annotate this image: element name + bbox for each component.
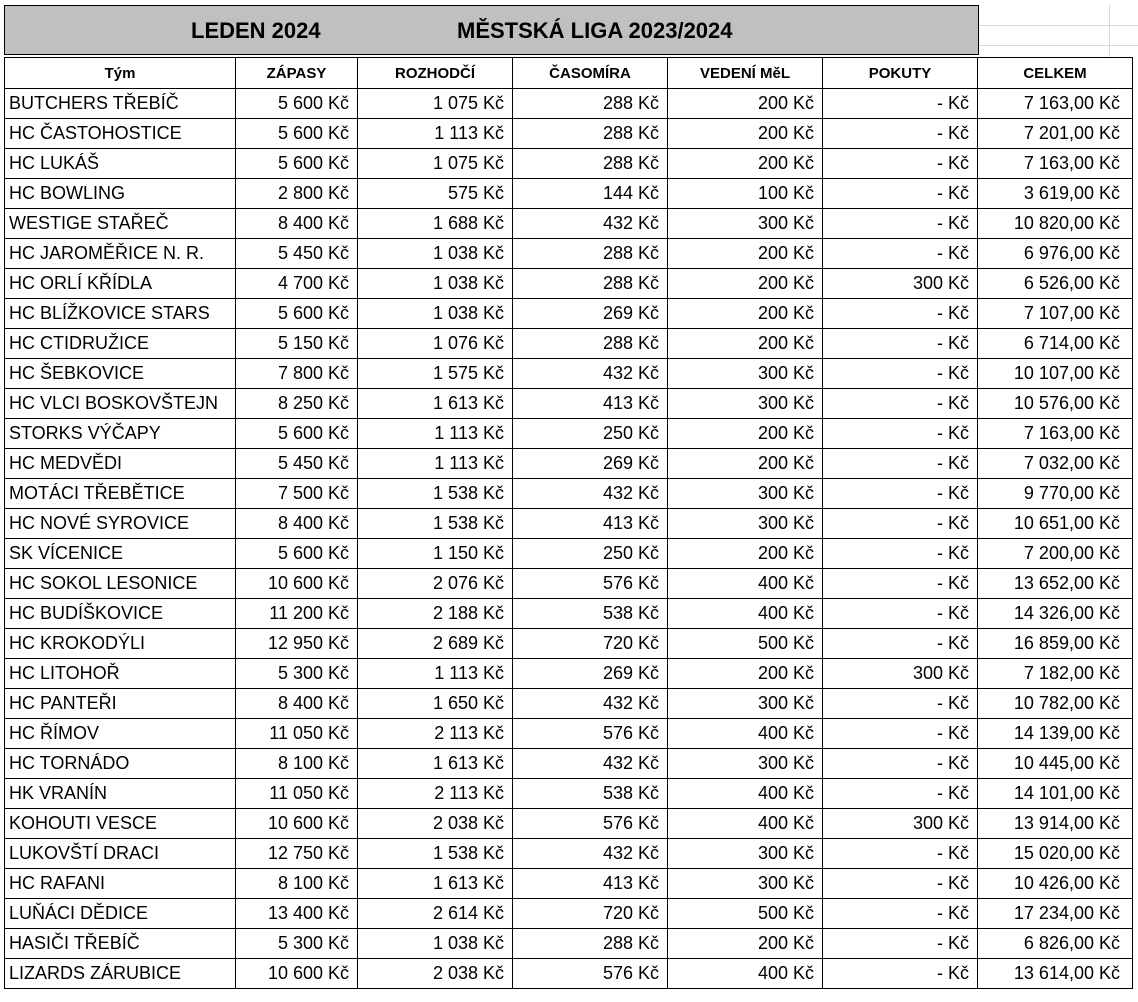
team-cell[interactable]: HC ORLÍ KŘÍDLA bbox=[5, 269, 236, 299]
fines-cell[interactable]: - Kč bbox=[823, 149, 978, 179]
timekeeper-cell[interactable]: 269 Kč bbox=[513, 659, 668, 689]
timekeeper-cell[interactable]: 576 Kč bbox=[513, 959, 668, 989]
fines-cell[interactable]: - Kč bbox=[823, 239, 978, 269]
column-header-fines[interactable]: POKUTY bbox=[823, 58, 978, 89]
management-cell[interactable]: 500 Kč bbox=[668, 629, 823, 659]
team-cell[interactable]: HC BUDÍŠKOVICE bbox=[5, 599, 236, 629]
matches-cell[interactable]: 5 600 Kč bbox=[236, 299, 358, 329]
total-cell[interactable]: 13 652,00 Kč bbox=[978, 569, 1133, 599]
matches-cell[interactable]: 10 600 Kč bbox=[236, 959, 358, 989]
table-row bbox=[5, 389, 1133, 419]
management-cell[interactable]: 200 Kč bbox=[668, 239, 823, 269]
referee-cell[interactable]: 1 038 Kč bbox=[358, 239, 513, 269]
column-header-total[interactable]: CELKEM bbox=[978, 58, 1133, 89]
referee-cell[interactable]: 2 076 Kč bbox=[358, 569, 513, 599]
total-cell[interactable]: 10 445,00 Kč bbox=[978, 749, 1133, 779]
team-cell[interactable]: HC KROKODÝLI bbox=[5, 629, 236, 659]
timekeeper-cell[interactable]: 269 Kč bbox=[513, 449, 668, 479]
table-row bbox=[5, 89, 1133, 119]
timekeeper-cell[interactable]: 432 Kč bbox=[513, 359, 668, 389]
timekeeper-cell[interactable]: 720 Kč bbox=[513, 899, 668, 929]
timekeeper-cell[interactable]: 269 Kč bbox=[513, 299, 668, 329]
league-title: MĚSTSKÁ LIGA 2023/2024 bbox=[457, 18, 733, 43]
fines-cell[interactable]: 300 Kč bbox=[823, 269, 978, 299]
total-cell[interactable]: 14 326,00 Kč bbox=[978, 599, 1133, 629]
table-row bbox=[5, 209, 1133, 239]
timekeeper-cell[interactable]: 432 Kč bbox=[513, 839, 668, 869]
matches-cell[interactable]: 5 450 Kč bbox=[236, 449, 358, 479]
table-row bbox=[5, 539, 1133, 569]
total-cell[interactable]: 7 182,00 Kč bbox=[978, 659, 1133, 689]
fines-cell[interactable]: - Kč bbox=[823, 749, 978, 779]
matches-cell[interactable]: 11 050 Kč bbox=[236, 719, 358, 749]
timekeeper-cell[interactable]: 432 Kč bbox=[513, 209, 668, 239]
fines-cell[interactable]: - Kč bbox=[823, 119, 978, 149]
referee-cell[interactable]: 1 038 Kč bbox=[358, 299, 513, 329]
fines-cell[interactable]: 300 Kč bbox=[823, 659, 978, 689]
team-cell[interactable]: HC PANTEŘI bbox=[5, 689, 236, 719]
management-cell[interactable]: 300 Kč bbox=[668, 209, 823, 239]
matches-cell[interactable]: 5 600 Kč bbox=[236, 89, 358, 119]
timekeeper-cell[interactable]: 413 Kč bbox=[513, 509, 668, 539]
timekeeper-cell[interactable]: 413 Kč bbox=[513, 869, 668, 899]
referee-cell[interactable]: 1 650 Kč bbox=[358, 689, 513, 719]
timekeeper-cell[interactable]: 538 Kč bbox=[513, 599, 668, 629]
month-title: LEDEN 2024 bbox=[191, 18, 321, 43]
fines-cell[interactable]: - Kč bbox=[823, 839, 978, 869]
referee-cell[interactable]: 1 613 Kč bbox=[358, 389, 513, 419]
fines-cell[interactable]: - Kč bbox=[823, 569, 978, 599]
referee-cell[interactable]: 1 076 Kč bbox=[358, 329, 513, 359]
referee-cell[interactable]: 2 614 Kč bbox=[358, 899, 513, 929]
management-cell[interactable]: 300 Kč bbox=[668, 479, 823, 509]
spreadsheet-gridlines bbox=[979, 5, 1138, 57]
table-row bbox=[5, 449, 1133, 479]
team-cell[interactable]: BUTCHERS TŘEBÍČ bbox=[5, 89, 236, 119]
referee-cell[interactable]: 2 113 Kč bbox=[358, 719, 513, 749]
fines-cell[interactable]: - Kč bbox=[823, 599, 978, 629]
fines-cell[interactable]: - Kč bbox=[823, 719, 978, 749]
management-cell[interactable]: 400 Kč bbox=[668, 959, 823, 989]
management-cell[interactable]: 200 Kč bbox=[668, 929, 823, 959]
referee-cell[interactable]: 1 538 Kč bbox=[358, 479, 513, 509]
table-row bbox=[5, 509, 1133, 539]
matches-cell[interactable]: 11 050 Kč bbox=[236, 779, 358, 809]
table-row bbox=[5, 929, 1133, 959]
fines-cell[interactable]: - Kč bbox=[823, 689, 978, 719]
timekeeper-cell[interactable]: 413 Kč bbox=[513, 389, 668, 419]
matches-cell[interactable]: 8 100 Kč bbox=[236, 869, 358, 899]
table-row bbox=[5, 659, 1133, 689]
fines-cell[interactable]: - Kč bbox=[823, 209, 978, 239]
management-cell[interactable]: 200 Kč bbox=[668, 329, 823, 359]
matches-cell[interactable]: 10 600 Kč bbox=[236, 569, 358, 599]
team-cell[interactable]: HC SOKOL LESONICE bbox=[5, 569, 236, 599]
referee-cell[interactable]: 1 075 Kč bbox=[358, 149, 513, 179]
management-cell[interactable]: 400 Kč bbox=[668, 809, 823, 839]
table-row bbox=[5, 809, 1133, 839]
timekeeper-cell[interactable]: 720 Kč bbox=[513, 629, 668, 659]
team-cell[interactable]: KOHOUTI VESCE bbox=[5, 809, 236, 839]
matches-cell[interactable]: 5 150 Kč bbox=[236, 329, 358, 359]
table-row bbox=[5, 599, 1133, 629]
management-cell[interactable]: 300 Kč bbox=[668, 749, 823, 779]
team-cell[interactable]: LUKOVŠTÍ DRACI bbox=[5, 839, 236, 869]
table-row bbox=[5, 749, 1133, 779]
timekeeper-cell[interactable]: 288 Kč bbox=[513, 239, 668, 269]
fines-cell[interactable]: - Kč bbox=[823, 779, 978, 809]
team-cell[interactable]: HC ČASTOHOSTICE bbox=[5, 119, 236, 149]
matches-cell[interactable]: 12 950 Kč bbox=[236, 629, 358, 659]
referee-cell[interactable]: 2 038 Kč bbox=[358, 959, 513, 989]
management-cell[interactable]: 200 Kč bbox=[668, 89, 823, 119]
total-cell[interactable]: 7 032,00 Kč bbox=[978, 449, 1133, 479]
column-header-team[interactable]: Tým bbox=[5, 58, 236, 89]
total-cell[interactable]: 7 107,00 Kč bbox=[978, 299, 1133, 329]
team-cell[interactable]: HC VLCI BOSKOVŠTEJN bbox=[5, 389, 236, 419]
table-row bbox=[5, 959, 1133, 989]
management-cell[interactable]: 200 Kč bbox=[668, 419, 823, 449]
timekeeper-cell[interactable]: 576 Kč bbox=[513, 569, 668, 599]
total-cell[interactable]: 10 782,00 Kč bbox=[978, 689, 1133, 719]
total-cell[interactable]: 14 101,00 Kč bbox=[978, 779, 1133, 809]
timekeeper-cell[interactable]: 288 Kč bbox=[513, 89, 668, 119]
total-cell[interactable]: 10 820,00 Kč bbox=[978, 209, 1133, 239]
team-cell[interactable]: HK VRANÍN bbox=[5, 779, 236, 809]
table-row bbox=[5, 359, 1133, 389]
table-row bbox=[5, 329, 1133, 359]
total-cell[interactable]: 16 859,00 Kč bbox=[978, 629, 1133, 659]
referee-cell[interactable]: 1 038 Kč bbox=[358, 929, 513, 959]
matches-cell[interactable]: 8 400 Kč bbox=[236, 509, 358, 539]
matches-cell[interactable]: 5 600 Kč bbox=[236, 119, 358, 149]
fines-cell[interactable]: - Kč bbox=[823, 929, 978, 959]
management-cell[interactable]: 200 Kč bbox=[668, 449, 823, 479]
total-cell[interactable]: 3 619,00 Kč bbox=[978, 179, 1133, 209]
matches-cell[interactable]: 12 750 Kč bbox=[236, 839, 358, 869]
timekeeper-cell[interactable]: 288 Kč bbox=[513, 329, 668, 359]
team-cell[interactable]: HC NOVÉ SYROVICE bbox=[5, 509, 236, 539]
referee-cell[interactable]: 1 538 Kč bbox=[358, 509, 513, 539]
total-cell[interactable]: 17 234,00 Kč bbox=[978, 899, 1133, 929]
team-cell[interactable]: HC BLÍŽKOVICE STARS bbox=[5, 299, 236, 329]
table-row bbox=[5, 899, 1133, 929]
timekeeper-cell[interactable]: 432 Kč bbox=[513, 749, 668, 779]
total-cell[interactable]: 10 576,00 Kč bbox=[978, 389, 1133, 419]
referee-cell[interactable]: 1 038 Kč bbox=[358, 269, 513, 299]
team-cell[interactable]: HC BOWLING bbox=[5, 179, 236, 209]
matches-cell[interactable]: 10 600 Kč bbox=[236, 809, 358, 839]
referee-cell[interactable]: 1 575 Kč bbox=[358, 359, 513, 389]
fines-cell[interactable]: - Kč bbox=[823, 449, 978, 479]
timekeeper-cell[interactable]: 288 Kč bbox=[513, 119, 668, 149]
timekeeper-cell[interactable]: 288 Kč bbox=[513, 149, 668, 179]
referee-cell[interactable]: 2 038 Kč bbox=[358, 809, 513, 839]
timekeeper-cell[interactable]: 538 Kč bbox=[513, 779, 668, 809]
table-row bbox=[5, 239, 1133, 269]
column-header-matches[interactable]: ZÁPASY bbox=[236, 58, 358, 89]
team-cell[interactable]: HC MEDVĚDI bbox=[5, 449, 236, 479]
fines-cell[interactable]: - Kč bbox=[823, 179, 978, 209]
total-cell[interactable]: 6 826,00 Kč bbox=[978, 929, 1133, 959]
management-cell[interactable]: 400 Kč bbox=[668, 779, 823, 809]
referee-cell[interactable]: 1 075 Kč bbox=[358, 89, 513, 119]
fines-cell[interactable]: - Kč bbox=[823, 359, 978, 389]
table-row bbox=[5, 119, 1133, 149]
management-cell[interactable]: 500 Kč bbox=[668, 899, 823, 929]
fines-cell[interactable]: 300 Kč bbox=[823, 809, 978, 839]
management-cell[interactable]: 300 Kč bbox=[668, 869, 823, 899]
fines-cell[interactable]: - Kč bbox=[823, 299, 978, 329]
management-cell[interactable]: 200 Kč bbox=[668, 269, 823, 299]
table-row bbox=[5, 299, 1133, 329]
total-cell[interactable]: 10 107,00 Kč bbox=[978, 359, 1133, 389]
matches-cell[interactable]: 5 600 Kč bbox=[236, 419, 358, 449]
team-cell[interactable]: SK VÍCENICE bbox=[5, 539, 236, 569]
team-cell[interactable]: MOTÁCI TŘEBĚTICE bbox=[5, 479, 236, 509]
timekeeper-cell[interactable]: 576 Kč bbox=[513, 719, 668, 749]
referee-cell[interactable]: 1 113 Kč bbox=[358, 419, 513, 449]
table-row bbox=[5, 569, 1133, 599]
management-cell[interactable]: 100 Kč bbox=[668, 179, 823, 209]
matches-cell[interactable]: 7 800 Kč bbox=[236, 359, 358, 389]
fines-cell[interactable]: - Kč bbox=[823, 959, 978, 989]
management-cell[interactable]: 300 Kč bbox=[668, 839, 823, 869]
fines-cell[interactable]: - Kč bbox=[823, 419, 978, 449]
fines-cell[interactable]: - Kč bbox=[823, 389, 978, 419]
management-cell[interactable]: 400 Kč bbox=[668, 569, 823, 599]
column-header-referee[interactable]: ROZHODČÍ bbox=[358, 58, 513, 89]
timekeeper-cell[interactable]: 250 Kč bbox=[513, 419, 668, 449]
table-row bbox=[5, 179, 1133, 209]
team-cell[interactable]: HC TORNÁDO bbox=[5, 749, 236, 779]
timekeeper-cell[interactable]: 432 Kč bbox=[513, 479, 668, 509]
management-cell[interactable]: 200 Kč bbox=[668, 539, 823, 569]
timekeeper-cell[interactable]: 144 Kč bbox=[513, 179, 668, 209]
matches-cell[interactable]: 5 300 Kč bbox=[236, 659, 358, 689]
team-cell[interactable]: LIZARDS ZÁRUBICE bbox=[5, 959, 236, 989]
referee-cell[interactable]: 1 613 Kč bbox=[358, 749, 513, 779]
team-cell[interactable]: WESTIGE STAŘEČ bbox=[5, 209, 236, 239]
management-cell[interactable]: 200 Kč bbox=[668, 659, 823, 689]
total-cell[interactable]: 7 163,00 Kč bbox=[978, 419, 1133, 449]
table-row bbox=[5, 839, 1133, 869]
referee-cell[interactable]: 575 Kč bbox=[358, 179, 513, 209]
management-cell[interactable]: 200 Kč bbox=[668, 149, 823, 179]
referee-cell[interactable]: 2 113 Kč bbox=[358, 779, 513, 809]
matches-cell[interactable]: 4 700 Kč bbox=[236, 269, 358, 299]
fines-cell[interactable]: - Kč bbox=[823, 869, 978, 899]
matches-cell[interactable]: 2 800 Kč bbox=[236, 179, 358, 209]
management-cell[interactable]: 400 Kč bbox=[668, 599, 823, 629]
table-row bbox=[5, 689, 1133, 719]
fines-cell[interactable]: - Kč bbox=[823, 629, 978, 659]
team-cell[interactable]: HC ŠEBKOVICE bbox=[5, 359, 236, 389]
management-cell[interactable]: 200 Kč bbox=[668, 299, 823, 329]
header-row bbox=[5, 58, 1133, 89]
total-cell[interactable]: 10 426,00 Kč bbox=[978, 869, 1133, 899]
column-header-league-management[interactable]: VEDENÍ MěL bbox=[668, 58, 823, 89]
management-cell[interactable]: 400 Kč bbox=[668, 719, 823, 749]
referee-cell[interactable]: 1 113 Kč bbox=[358, 449, 513, 479]
matches-cell[interactable]: 13 400 Kč bbox=[236, 899, 358, 929]
referee-cell[interactable]: 1 688 Kč bbox=[358, 209, 513, 239]
management-cell[interactable]: 300 Kč bbox=[668, 359, 823, 389]
timekeeper-cell[interactable]: 576 Kč bbox=[513, 809, 668, 839]
team-cell[interactable]: HASIČI TŘEBÍČ bbox=[5, 929, 236, 959]
referee-cell[interactable]: 1 613 Kč bbox=[358, 869, 513, 899]
total-cell[interactable]: 6 714,00 Kč bbox=[978, 329, 1133, 359]
fines-cell[interactable]: - Kč bbox=[823, 899, 978, 929]
total-cell[interactable]: 9 770,00 Kč bbox=[978, 479, 1133, 509]
referee-cell[interactable]: 1 538 Kč bbox=[358, 839, 513, 869]
total-cell[interactable]: 6 526,00 Kč bbox=[978, 269, 1133, 299]
total-cell[interactable]: 6 976,00 Kč bbox=[978, 239, 1133, 269]
total-cell[interactable]: 10 651,00 Kč bbox=[978, 509, 1133, 539]
team-cell[interactable]: HC RAFANI bbox=[5, 869, 236, 899]
team-cell[interactable]: STORKS VÝČAPY bbox=[5, 419, 236, 449]
matches-cell[interactable]: 8 100 Kč bbox=[236, 749, 358, 779]
table-row bbox=[5, 869, 1133, 899]
team-cell[interactable]: LUŇÁCI DĚDICE bbox=[5, 899, 236, 929]
referee-cell[interactable]: 1 113 Kč bbox=[358, 659, 513, 689]
fines-cell[interactable]: - Kč bbox=[823, 539, 978, 569]
referee-cell[interactable]: 1 113 Kč bbox=[358, 119, 513, 149]
referee-cell[interactable]: 1 150 Kč bbox=[358, 539, 513, 569]
total-cell[interactable]: 15 020,00 Kč bbox=[978, 839, 1133, 869]
team-cell[interactable]: HC LITOHOŘ bbox=[5, 659, 236, 689]
referee-cell[interactable]: 2 188 Kč bbox=[358, 599, 513, 629]
matches-cell[interactable]: 5 450 Kč bbox=[236, 239, 358, 269]
management-cell[interactable]: 200 Kč bbox=[668, 119, 823, 149]
matches-cell[interactable]: 5 300 Kč bbox=[236, 929, 358, 959]
matches-cell[interactable]: 8 250 Kč bbox=[236, 389, 358, 419]
fees-table bbox=[4, 57, 1133, 989]
fines-cell[interactable]: - Kč bbox=[823, 479, 978, 509]
total-cell[interactable]: 7 163,00 Kč bbox=[978, 89, 1133, 119]
matches-cell[interactable]: 5 600 Kč bbox=[236, 149, 358, 179]
team-cell[interactable]: HC LUKÁŠ bbox=[5, 149, 236, 179]
table-row bbox=[5, 479, 1133, 509]
matches-cell[interactable]: 7 500 Kč bbox=[236, 479, 358, 509]
total-cell[interactable]: 7 163,00 Kč bbox=[978, 149, 1133, 179]
management-cell[interactable]: 300 Kč bbox=[668, 509, 823, 539]
total-cell[interactable]: 14 139,00 Kč bbox=[978, 719, 1133, 749]
timekeeper-cell[interactable]: 288 Kč bbox=[513, 269, 668, 299]
table-row bbox=[5, 629, 1133, 659]
management-cell[interactable]: 300 Kč bbox=[668, 689, 823, 719]
matches-cell[interactable]: 5 600 Kč bbox=[236, 539, 358, 569]
team-cell[interactable]: HC JAROMĚŘICE N. R. bbox=[5, 239, 236, 269]
team-cell[interactable]: HC CTIDRUŽICE bbox=[5, 329, 236, 359]
total-cell[interactable]: 7 201,00 Kč bbox=[978, 119, 1133, 149]
total-cell[interactable]: 7 200,00 Kč bbox=[978, 539, 1133, 569]
table-row bbox=[5, 779, 1133, 809]
title-band bbox=[4, 5, 979, 55]
timekeeper-cell[interactable]: 250 Kč bbox=[513, 539, 668, 569]
timekeeper-cell[interactable]: 432 Kč bbox=[513, 689, 668, 719]
total-cell[interactable]: 13 914,00 Kč bbox=[978, 809, 1133, 839]
matches-cell[interactable]: 8 400 Kč bbox=[236, 209, 358, 239]
management-cell[interactable]: 300 Kč bbox=[668, 389, 823, 419]
table-row bbox=[5, 149, 1133, 179]
table-row bbox=[5, 419, 1133, 449]
table-row bbox=[5, 269, 1133, 299]
table-row bbox=[5, 719, 1133, 749]
matches-cell[interactable]: 8 400 Kč bbox=[236, 689, 358, 719]
timekeeper-cell[interactable]: 288 Kč bbox=[513, 929, 668, 959]
fines-cell[interactable]: - Kč bbox=[823, 509, 978, 539]
fines-cell[interactable]: - Kč bbox=[823, 329, 978, 359]
column-header-timekeeper[interactable]: ČASOMÍRA bbox=[513, 58, 668, 89]
total-cell[interactable]: 13 614,00 Kč bbox=[978, 959, 1133, 989]
fines-cell[interactable]: - Kč bbox=[823, 89, 978, 119]
matches-cell[interactable]: 11 200 Kč bbox=[236, 599, 358, 629]
referee-cell[interactable]: 2 689 Kč bbox=[358, 629, 513, 659]
team-cell[interactable]: HC ŘÍMOV bbox=[5, 719, 236, 749]
table-body bbox=[5, 89, 1133, 989]
